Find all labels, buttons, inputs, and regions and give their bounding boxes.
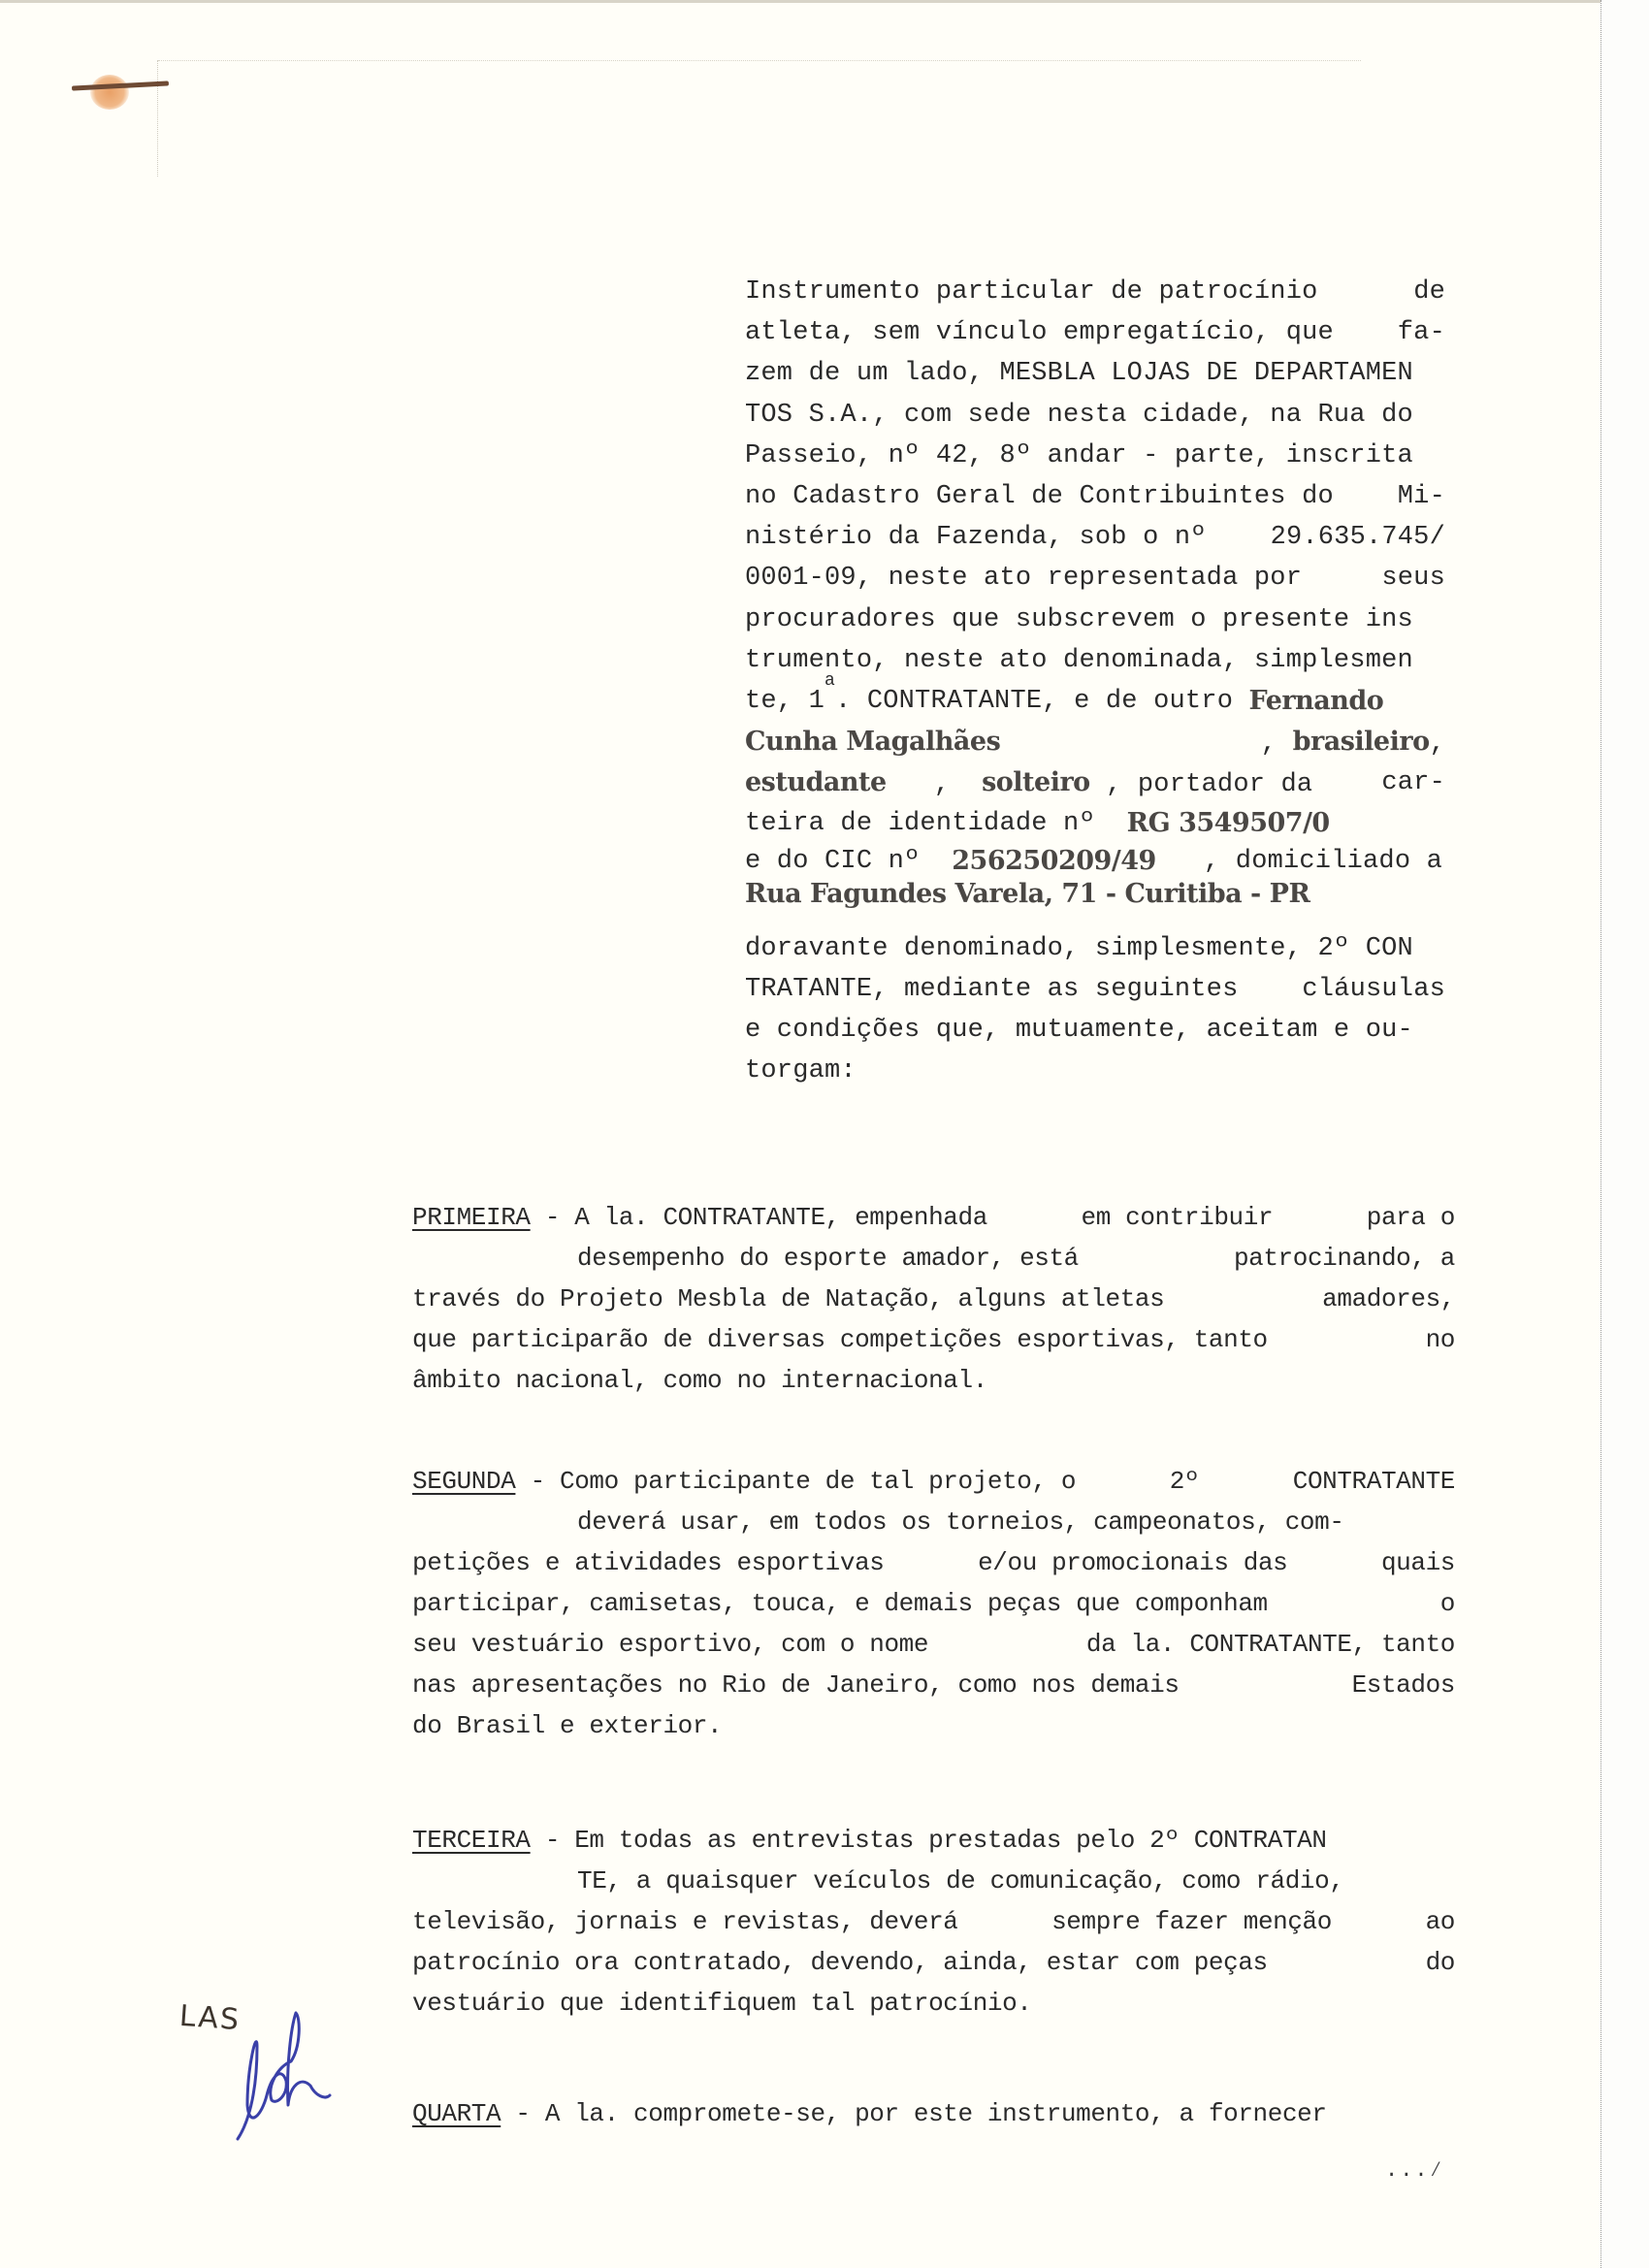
text: doravante denominado, simplesmente, 2º CON bbox=[745, 933, 1413, 963]
text: , bbox=[1429, 729, 1445, 760]
text: CONTRATANTE bbox=[1292, 1467, 1455, 1496]
clause-line bbox=[412, 1861, 1455, 1901]
text: e/ou promocionais das bbox=[978, 1548, 1288, 1577]
preamble-line bbox=[745, 670, 1445, 722]
text: TRATANTE, mediante as seguintes bbox=[745, 974, 1239, 1004]
text: torgam: bbox=[745, 1056, 857, 1086]
margin-initials: LAS bbox=[178, 1998, 242, 2038]
clause-title: PRIMEIRA bbox=[412, 1203, 531, 1232]
preamble-line bbox=[745, 272, 1445, 312]
text: TOS S.A., com sede nesta cidade, na Rua do bbox=[745, 400, 1413, 430]
text: sempre fazer menção bbox=[1051, 1907, 1332, 1936]
clause-line bbox=[412, 1319, 1455, 1360]
text: deverá usar, em todos os torneios, campeonatos, com- bbox=[577, 1507, 1344, 1537]
text: quais bbox=[1380, 1548, 1455, 1577]
preamble-line bbox=[745, 722, 1445, 762]
text: televisão, jornais e revistas, deverá bbox=[412, 1907, 958, 1936]
text: , portador da bbox=[1106, 770, 1313, 800]
clause-line bbox=[412, 1542, 1455, 1583]
preamble-line bbox=[745, 312, 1445, 353]
preamble-line bbox=[745, 558, 1445, 599]
text: o bbox=[1439, 1589, 1455, 1618]
text: - A la. compromete-se, por este instrumento, a fornecer bbox=[515, 2099, 1327, 2128]
text: Passeio, nº 42, 8º andar - parte, inscrita bbox=[745, 440, 1413, 470]
clause-line bbox=[412, 1279, 1455, 1319]
fold-line bbox=[158, 60, 1361, 62]
clause-line bbox=[412, 1360, 1455, 1401]
text: para o bbox=[1366, 1203, 1455, 1232]
clause-line bbox=[412, 1502, 1455, 1542]
text: trumento, neste ato denominada, simplesmen bbox=[745, 645, 1413, 675]
text: través do Projeto Mesbla de Natação, alguns atletas bbox=[412, 1284, 1165, 1313]
preamble-line bbox=[745, 878, 1445, 928]
clause-line bbox=[412, 1705, 1455, 1746]
clause-line bbox=[412, 1461, 1455, 1502]
text: em contribuir bbox=[1081, 1203, 1274, 1232]
clause-title: SEGUNDA bbox=[412, 1467, 516, 1496]
text: seus bbox=[1381, 564, 1445, 594]
text: Mi- bbox=[1397, 481, 1445, 511]
clause-line bbox=[412, 1583, 1455, 1624]
athlete-address: Rua Fagundes Varela, 71 - Curitiba - PR bbox=[745, 878, 1310, 909]
text: . CONTRATANTE, e de outro bbox=[835, 686, 1249, 716]
preamble-line bbox=[745, 762, 1445, 803]
clause-quarta bbox=[412, 2093, 1455, 2134]
text: do Brasil e exterior. bbox=[412, 1711, 723, 1740]
preamble-line bbox=[745, 803, 1445, 844]
preamble-line bbox=[745, 969, 1445, 1010]
clause-title: QUARTA bbox=[412, 2099, 501, 2128]
text: e do CIC nº bbox=[745, 846, 921, 876]
text: que participarão de diversas competições esportivas, tanto bbox=[412, 1325, 1268, 1354]
text: , domiciliado a bbox=[1203, 846, 1443, 876]
preamble-line bbox=[745, 845, 1445, 878]
text: vestuário que identifiquem tal patrocínio. bbox=[412, 1989, 1032, 2018]
scan-right-edge bbox=[1600, 0, 1649, 2268]
clause-line bbox=[412, 1901, 1455, 1942]
text: ao bbox=[1425, 1907, 1455, 1936]
preamble-line bbox=[745, 476, 1445, 517]
fold-line-vertical bbox=[157, 60, 159, 177]
preamble-line bbox=[745, 395, 1445, 436]
athlete-occupation: estudante bbox=[745, 767, 887, 798]
clause-line bbox=[412, 1197, 1455, 1238]
preamble-line bbox=[745, 928, 1445, 969]
text: fa- bbox=[1397, 318, 1445, 348]
clause-segunda bbox=[412, 1461, 1455, 1746]
athlete-rg-number: RG 3549507/0 bbox=[1126, 808, 1330, 839]
text: car- bbox=[1381, 768, 1445, 798]
clause-primeira bbox=[412, 1197, 1455, 1401]
text: TE, a quaisquer veículos de comunicação, como rádio, bbox=[577, 1866, 1344, 1895]
text: , bbox=[1260, 729, 1277, 760]
text: petições e atividades esportivas bbox=[412, 1548, 885, 1577]
clause-line bbox=[412, 2093, 1455, 2134]
clause-title: TERCEIRA bbox=[412, 1826, 531, 1855]
text: no Cadastro Geral de Contribuintes do bbox=[745, 481, 1334, 511]
text: nas apresentações no Rio de Janeiro, como nos demais bbox=[412, 1670, 1180, 1700]
preamble-line bbox=[745, 599, 1445, 640]
text: da la. CONTRATANTE, tanto bbox=[1085, 1630, 1455, 1659]
text: de bbox=[1413, 277, 1445, 307]
text: cláusulas bbox=[1302, 974, 1445, 1004]
text: patrocínio ora contratado, devendo, ainda, estar com peças bbox=[412, 1948, 1268, 1977]
preamble-line bbox=[745, 517, 1445, 558]
text: procuradores que subscrevem o presente ins bbox=[745, 604, 1413, 634]
preamble-line bbox=[745, 640, 1445, 681]
athlete-cic-number: 256250209/49 bbox=[952, 845, 1156, 876]
text: - Em todas as entrevistas prestadas pelo 2º CONTRATAN bbox=[544, 1826, 1327, 1855]
text: desempenho do esporte amador, está bbox=[577, 1244, 1079, 1273]
text: amadores, bbox=[1322, 1284, 1455, 1313]
clause-line bbox=[412, 1983, 1455, 2024]
preamble-line bbox=[745, 1010, 1445, 1051]
text: participar, camisetas, touca, e demais peças que componham bbox=[412, 1589, 1268, 1618]
text: te, 1 bbox=[745, 686, 825, 716]
cnpj-number: 29.635.745/ bbox=[1270, 523, 1445, 553]
text: Instrumento particular de patrocínio bbox=[745, 277, 1318, 307]
text: - A la. CONTRATANTE, empenhada bbox=[544, 1203, 987, 1232]
clause-line bbox=[412, 1624, 1455, 1665]
text: seu vestuário esportivo, com o nome bbox=[412, 1630, 929, 1659]
text: Estados bbox=[1351, 1670, 1455, 1700]
contract-preamble bbox=[745, 272, 1445, 1091]
preamble-line bbox=[745, 1051, 1445, 1091]
preamble-line bbox=[745, 353, 1445, 394]
text: nistério da Fazenda, sob o nº bbox=[745, 523, 1207, 553]
text: âmbito nacional, como no internacional. bbox=[412, 1366, 987, 1395]
text: do bbox=[1425, 1948, 1455, 1977]
text: e condições que, mutuamente, aceitam e ou- bbox=[745, 1016, 1413, 1045]
clause-line bbox=[412, 1665, 1455, 1705]
text: no bbox=[1425, 1325, 1455, 1354]
clause-line bbox=[412, 1820, 1455, 1861]
text: 0001-09, neste ato representada por bbox=[745, 564, 1303, 594]
rust-stain-icon bbox=[90, 75, 129, 110]
text: 2º bbox=[1169, 1467, 1200, 1496]
text: zem de um lado, MESBLA LOJAS DE DEPARTAMEN bbox=[745, 359, 1413, 389]
ordinal-indicator: a bbox=[824, 670, 836, 691]
athlete-first-name: Fernando bbox=[1248, 685, 1384, 716]
athlete-nationality: brasileiro bbox=[1292, 727, 1430, 758]
athlete-marital-status: solteiro bbox=[982, 767, 1090, 798]
preamble-line bbox=[745, 436, 1445, 476]
athlete-last-name: Cunha Magalhães bbox=[745, 727, 1001, 758]
continuation-mark: ...⁄ bbox=[1385, 2158, 1444, 2183]
clause-line bbox=[412, 1238, 1455, 1279]
clause-terceira bbox=[412, 1820, 1455, 2024]
scan-top-edge bbox=[0, 0, 1649, 3]
clause-line bbox=[412, 1942, 1455, 1983]
text: , bbox=[933, 770, 951, 800]
signature-initials-icon bbox=[218, 2008, 335, 2144]
text: teira de identidade nº bbox=[745, 809, 1095, 839]
text: atleta, sem vínculo empregatício, que bbox=[745, 318, 1334, 348]
text: - Como participante de tal projeto, o bbox=[530, 1467, 1077, 1496]
text: patrocinando, a bbox=[1233, 1244, 1455, 1273]
